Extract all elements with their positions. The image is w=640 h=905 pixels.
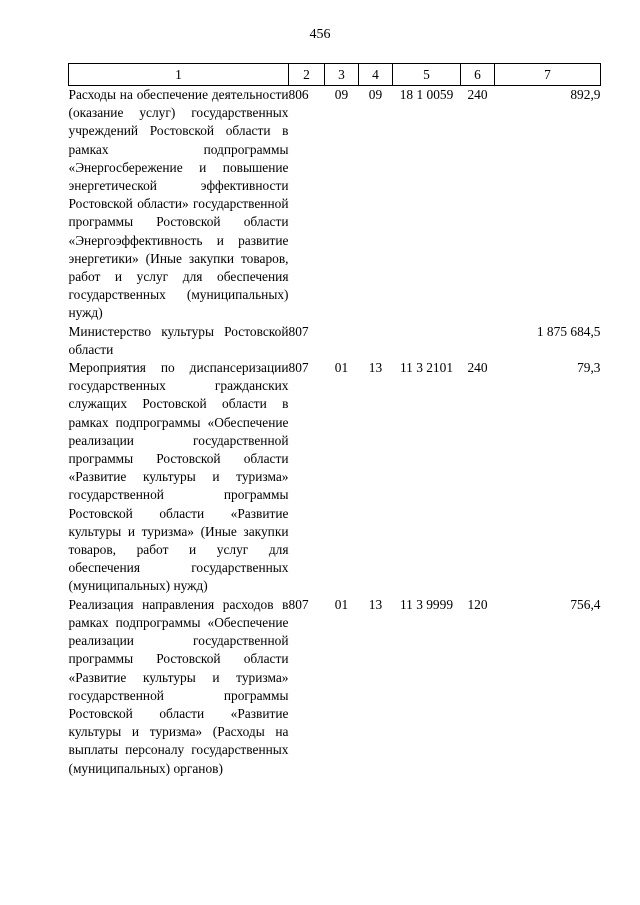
row-target-code: 18 1 0059 [399,87,454,102]
row-amount: 79,3 [577,360,601,376]
header-row [69,64,601,86]
row-target-code: 11 3 9999 [399,596,454,612]
header-col-1: 1 [69,64,289,86]
row-target-code: 11 3 2101 [399,360,454,376]
row-description: Мероприятия по диспансеризации государственных гражданских служащих Ростовской области в рамках подпрограммы «Обеспечение реализации государственной программы Ростовской области «Развитие культуры и туризма» государственной программы Ростовской области «Развитие культуры и туризма» (Иные закупки товаров, работ и услуг для обеспечения государственных (муниципальных) нужд) [68,360,289,594]
header-col-3: 3 [325,64,359,86]
header-col-2: 2 [289,64,325,86]
table-row [69,86,601,323]
row-subsection-code: 13 [368,596,383,612]
header-col-4: 4 [359,64,393,86]
row-section-code: 01 [334,360,349,376]
row-ministry-code: 806 [288,87,309,102]
row-section-code [325,323,359,359]
row-description: Реализация направления расходов в рамках подпрограммы «Обеспечение реализации государственной программы Ростовской области «Развитие культуры и туризма» государственной программы Ростовской области «Развитие культуры и туризма» (Расходы на выплаты персоналу государственных (муниципальных) органов) [68,596,289,776]
row-subsection-code [359,323,393,359]
row-subsection-code: 13 [368,360,383,376]
row-section-code: 09 [334,87,349,102]
row-expense-type: 240 [467,87,488,102]
row-ministry-code: 807 [288,596,309,612]
table-row [69,359,601,596]
header-col-6: 6 [461,64,495,86]
row-subsection-code: 09 [368,87,383,102]
budget-table [68,63,601,778]
row-target-code [393,323,461,359]
row-expense-type: 240 [467,360,488,376]
row-description: Расходы на обеспечение деятельности (оказание услуг) государственных учреждений Ростовской области в рамках подпрограммы «Энергосбережение и повышение энергетической эффективности Ростовской области» государственной программы Ростовской области «Энергоэффективность и развитие энергетики» (Иные закупки товаров, работ и услуг для обеспечения государственных (муниципальных) нужд) [68,87,289,321]
header-col-5: 5 [393,64,461,86]
table-row [69,323,601,359]
row-amount: 756,4 [570,596,601,612]
row-ministry-code: 807 [288,323,309,339]
row-section-code: 01 [334,596,349,612]
row-expense-type [461,323,495,359]
table-row [69,596,601,778]
header-col-7: 7 [495,64,601,86]
row-description: Министерство культуры Ростовской области [68,323,289,357]
row-amount: 1 875 684,5 [536,323,601,339]
page-number: 456 [309,27,331,42]
row-expense-type: 120 [467,596,488,612]
row-amount: 892,9 [570,87,601,102]
row-ministry-code: 807 [288,360,309,376]
